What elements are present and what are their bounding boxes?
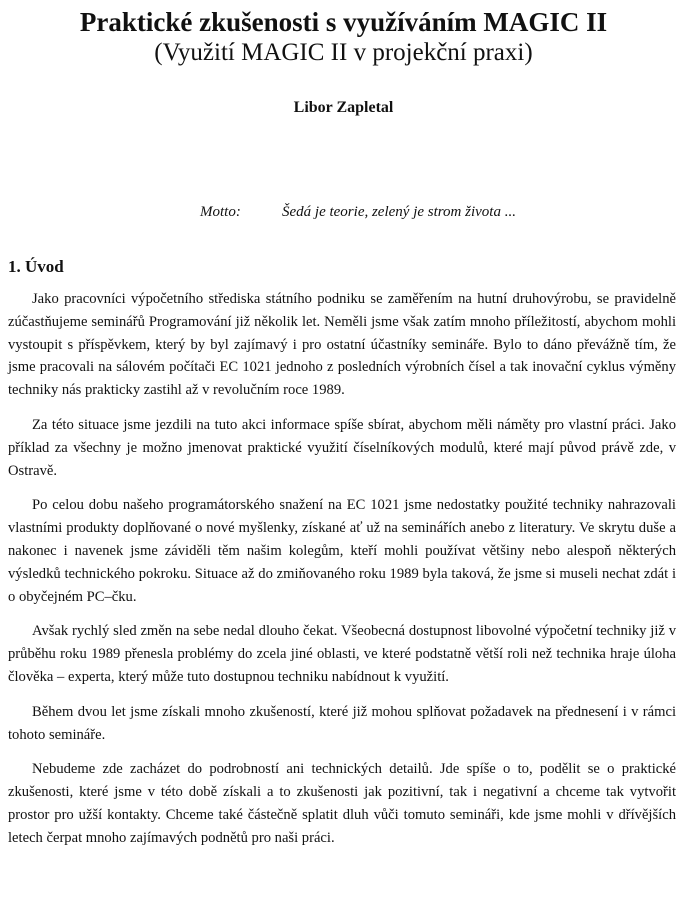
section-body [8, 288, 676, 862]
motto-text: Šedá je teorie, zelený je strom života ... [282, 204, 516, 220]
paragraph: Po celou dobu našeho programátorského snažení na EC 1021 jsme nedostatky použité techniky nahrazovali vlastními produkty doplňované o nové myšlenky, získané ať už na seminářích anebo z literatury. Ve skrytu duše a nakonec i navenek jsme záviděli těm našim kolegům, kteří mohli používat většiny nebo alespoň některých výsledků technického pokroku. Situace až do zmiňovaného roku 1989 byla taková, že jsme si museli nechat zdát i o obyčejném PC–čku. [8, 497, 676, 605]
paragraph: Jako pracovníci výpočetního střediska státního podniku se zaměřením na hutní druhovýrobu, se pravidelně zúčastňujeme seminářů Programování již několik let. Neměli jsme však zatím mnoho příležitostí, abychom mohli vystoupit s příspěvkem, který by byl zajímavý i pro ostatní účastníky semináře. Bylo to dáno převážně tím, že jsme pracovali na sálovém počítači EC 1021 jednoho z posledních výrobních čísel a tak inovační cyklus výměny techniky nás prakticky zastihl až v revolučním roce 1989. [8, 291, 676, 399]
paragraph: Avšak rychlý sled změn na sebe nedal dlouho čekat. Všeobecná dostupnost libovolné výpočetní techniky již v průběhu roku 1989 přenesla problémy do zcela jiné oblasti, ve které podstatně větší roli než technika hraje úloha člověka – experta, který může tuto dostupnou techniku nabídnout k využití. [8, 623, 676, 685]
paragraph: Během dvou let jsme získali mnoho zkušeností, které již mohou splňovat požadavek na přednesení i v rámci tohoto semináře. [8, 703, 676, 743]
motto-label: Motto: [200, 204, 241, 220]
document-title: Praktické zkušenosti s využíváním MAGIC II [79, 7, 608, 37]
author-name: Libor Zapletal [293, 99, 394, 116]
document-subtitle: (Využití MAGIC II v projekční praxi) [154, 39, 533, 66]
section-heading: 1. Úvod [8, 257, 64, 276]
paragraph: Za této situace jsme jezdili na tuto akci informace spíše sbírat, abychom měli náměty pro vlastní práci. Jako příklad za všechny je možno jmenovat praktické využití číselníkových modulů, které mají původ právě zde, v Ostravě. [8, 416, 676, 479]
paragraph: Nebudeme zde zacházet do podrobností ani technických detailů. Jde spíše o to, podělit se o praktické zkušenosti, které jsme v této době získali a to zkušenosti jak pozitivní, tak i negativní a chceme tak vytvořit prostor pro užší kontakty. Chceme také částečně splatit dluh vůči tomuto semináři, kde jsme mohli v dřívějších letech čerpat mnoho zajímavých podnětů pro naši práci. [8, 761, 676, 846]
